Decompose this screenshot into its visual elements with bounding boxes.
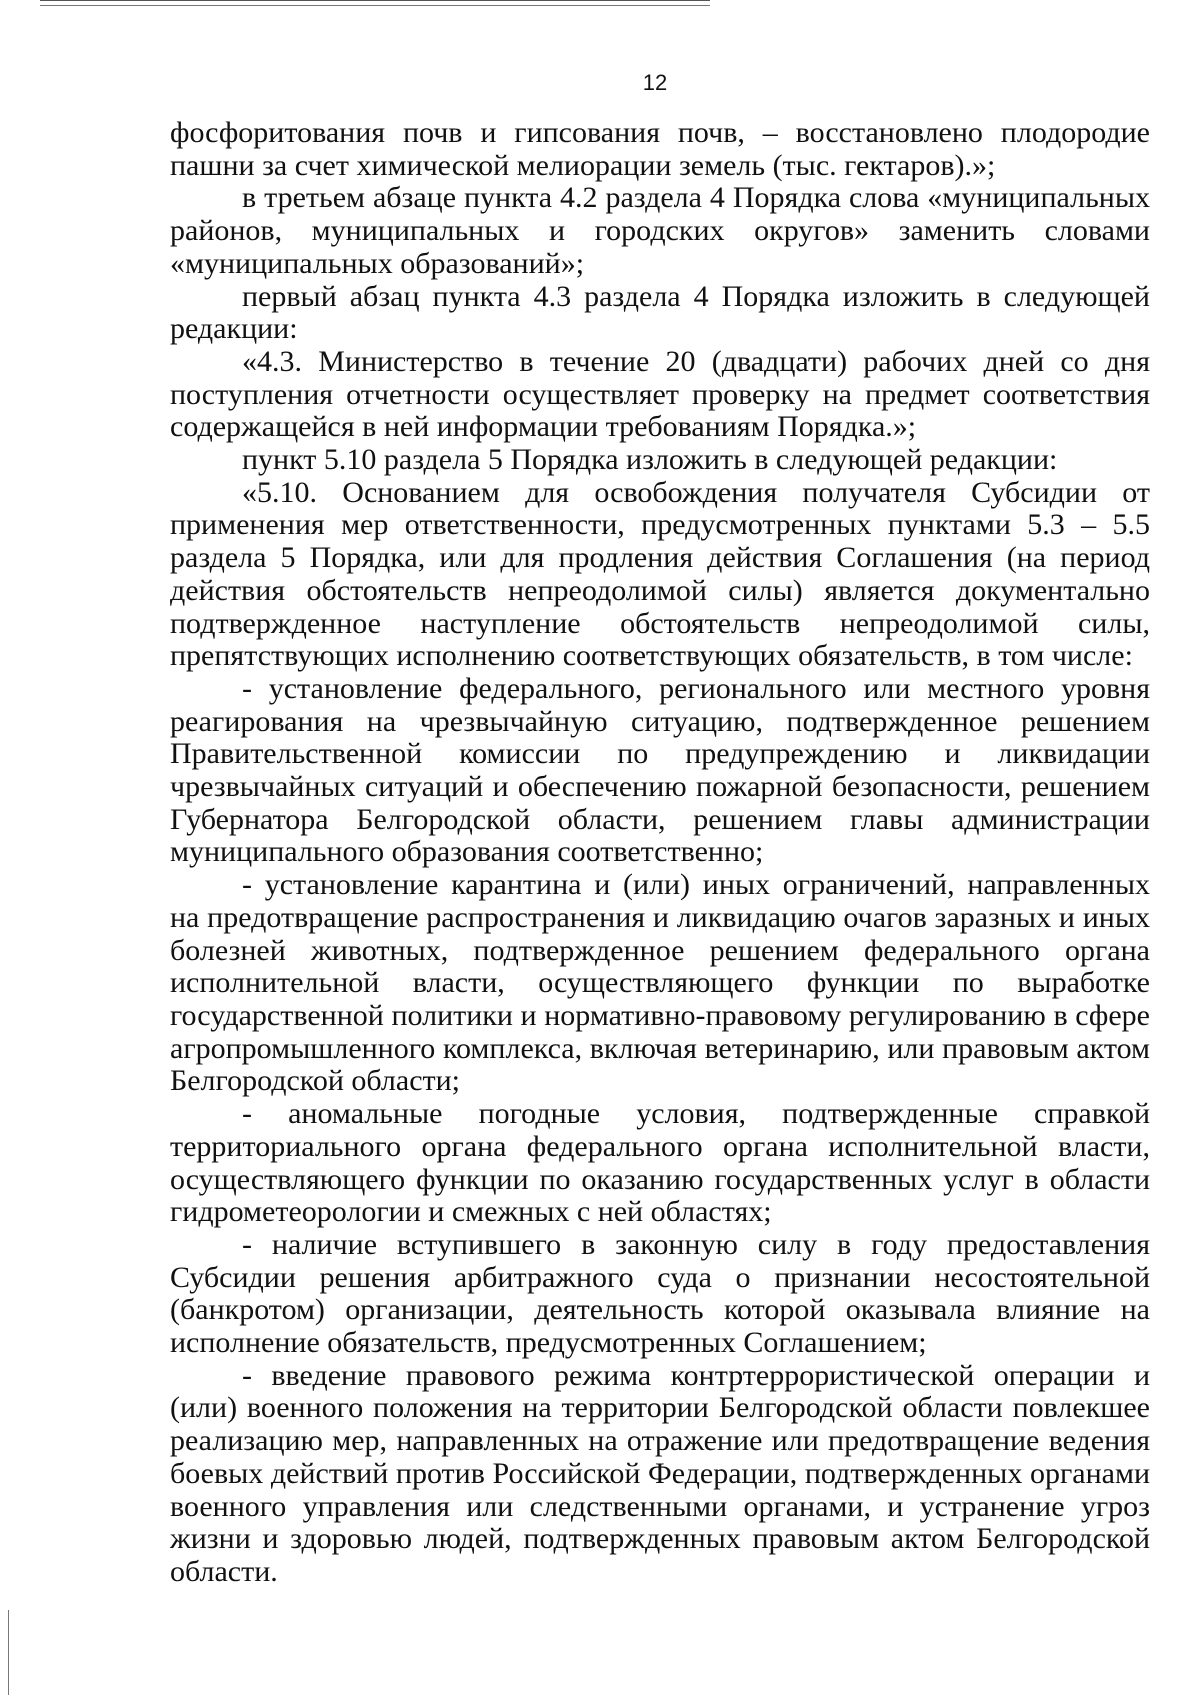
paragraph-clause-4-3: «4.3. Министерство в течение 20 (двадцати) рабочих дней со дня поступления отчетности осуществляет проверку на предмет соответствия содержащейся в ней информации требованиям Порядка.»; xyxy=(170,344,1150,444)
document-body xyxy=(170,117,1150,1589)
list-item-emergency: - установление федерального, регионального или местного уровня реагирования на чрезвычайную ситуацию, подтвержденное решением Правительственной комиссии по предупреждению и ликвидации чрезвычайных ситуаций и обеспечению пожарной безопасности, решением Губернатора Белгородской области, решением главы администрации муниципального образования соответственно; xyxy=(170,671,1150,869)
scan-edge-mark xyxy=(8,1610,9,1695)
list-item-bankruptcy: - наличие вступившего в законную силу в году предоставления Субсидии решения арбитражного суда о признании несостоятельной (банкротом) организации, деятельность которой оказывала влияние на исполнение обязательств, предусмотренных Соглашением; xyxy=(170,1227,1150,1360)
paragraph-amendment-4-3-intro: первый абзац пункта 4.3 раздела 4 Порядка изложить в следующей редакции: xyxy=(170,279,1150,346)
paragraph-amendment-4-2: в третьем абзаце пункта 4.2 раздела 4 Порядка слова «муниципальных районов, муниципальных и городских округов» заменить словами «муниципальных образований»; xyxy=(170,181,1150,280)
list-item-quarantine: - установление карантина и (или) иных ограничений, направленных на предотвращение распространения и ликвидацию очагов заразных и иных болезней животных, подтвержденное решением федерального органа исполнительной власти, осуществляющего функции по выработке государственной политики и нормативно-правовому регулированию в сфере агропромышленного комплекса, включая ветеринарию, или правовым актом Белгородской области; xyxy=(170,868,1150,1098)
list-item-counter-terrorism: - введение правового режима контртеррористической операции и (или) военного положения на территории Белгородской области повлекшее реализацию мер, направленных на отражение или предотвращение ведения боевых действий против Российской Федерации, подтвержденных органами военного управления или следственными органами, и устранение угроз жизни и здоровью людей, подтвержденных правовым актом Белгородской области. xyxy=(170,1358,1150,1588)
paragraph-clause-5-10: «5.10. Основанием для освобождения получателя Субсидии от применения мер ответственности, предусмотренных пунктами 5.3 – 5.5 раздела 5 Порядка, или для продления действия Соглашения (на период действия обстоятельств непреодолимой силы) является документально подтвержденное наступление обстоятельств непреодолимой силы, препятствующих исполнению соответствующих обязательств, в том числе: xyxy=(170,475,1150,673)
list-item-weather: - аномальные погодные условия, подтвержденные справкой территориального органа федерального органа исполнительной власти, осуществляющего функции по оказанию государственных услуг в области гидрометеорологии и смежных с ней областях; xyxy=(170,1097,1150,1229)
paragraph-amendment-5-10-intro: пункт 5.10 раздела 5 Порядка изложить в следующей редакции: xyxy=(242,443,1058,477)
paragraph-continuation: фосфоритования почв и гипсования почв, – восстановлено плодородие пашни за счет химической мелиорации земель (тыс. гектаров).»; xyxy=(170,116,1150,182)
page-number: 12 xyxy=(642,70,668,95)
scan-top-rule xyxy=(40,0,710,6)
